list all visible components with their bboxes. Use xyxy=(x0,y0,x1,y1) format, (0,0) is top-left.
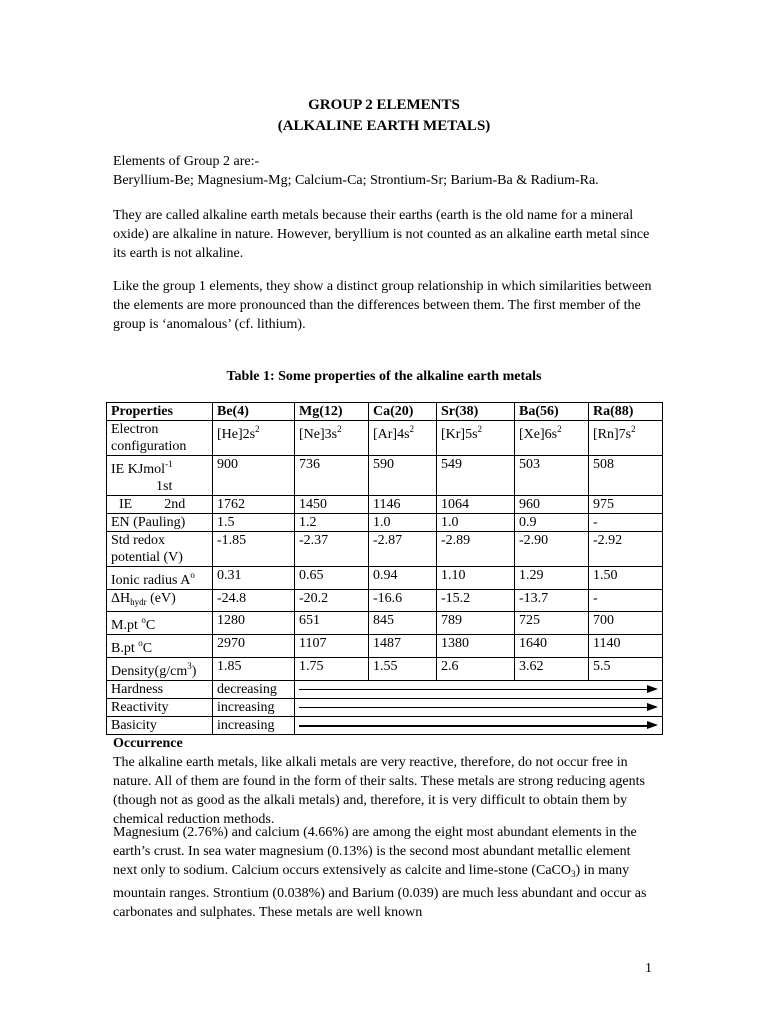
superscript: 2 xyxy=(337,424,342,434)
table-row-hardness xyxy=(107,681,663,699)
table-cell: 1.29 xyxy=(515,567,589,590)
row-label-text: IE xyxy=(119,497,133,512)
row-label-text: (eV) xyxy=(146,591,176,606)
cell-text: [He]2s xyxy=(217,427,256,442)
right-arrow-icon xyxy=(299,699,658,716)
table-cell: 3.62 xyxy=(515,658,589,681)
row-label-text: C xyxy=(145,618,156,633)
superscript: 2 xyxy=(557,424,562,434)
table-cell: 1.0 xyxy=(369,514,437,532)
trend-arrow-cell xyxy=(295,699,663,717)
table-cell: 503 xyxy=(515,456,589,496)
table-row-melting-point xyxy=(107,612,663,635)
cell-text: [Kr]5s xyxy=(441,427,478,442)
table-cell: 590 xyxy=(369,456,437,496)
superscript: o xyxy=(190,570,195,580)
table-cell xyxy=(369,421,437,456)
row-label xyxy=(107,590,213,612)
row-label-line2: potential (V) xyxy=(111,550,183,565)
row-label: Basicity xyxy=(107,717,213,735)
table-cell: 1280 xyxy=(213,612,295,635)
table-cell: 0.9 xyxy=(515,514,589,532)
header-properties: Properties xyxy=(107,403,213,421)
row-label-line1: Electron xyxy=(111,422,159,437)
table-row-basicity xyxy=(107,717,663,735)
row-label-text: B.pt xyxy=(111,641,139,656)
right-arrow-icon xyxy=(299,717,658,734)
table-cell: -2.89 xyxy=(437,532,515,567)
table-row-redox xyxy=(107,532,663,567)
row-label-text: ΔH xyxy=(111,591,131,606)
table-row-hydration xyxy=(107,590,663,612)
row-label xyxy=(107,612,213,635)
superscript: 2 xyxy=(477,424,483,434)
table-cell xyxy=(437,421,515,456)
superscript: 2 xyxy=(255,424,260,434)
row-label-text: IE KJmol xyxy=(111,462,166,477)
section-heading-occurrence: Occurrence xyxy=(113,736,183,751)
table-row-electron-config xyxy=(107,421,663,456)
row-label xyxy=(107,496,213,514)
row-label xyxy=(107,567,213,590)
table-cell: -24.8 xyxy=(213,590,295,612)
table-cell: -2.92 xyxy=(589,532,663,567)
table-cell: 1.0 xyxy=(437,514,515,532)
table-cell: 5.5 xyxy=(589,658,663,681)
superscript: 2 xyxy=(631,424,636,434)
table-cell: 549 xyxy=(437,456,515,496)
table-row-ionic-radius xyxy=(107,567,663,590)
table-cell: 651 xyxy=(295,612,369,635)
table-cell: -20.2 xyxy=(295,590,369,612)
row-label xyxy=(107,456,213,496)
table-cell: 1107 xyxy=(295,635,369,658)
table-cell: 700 xyxy=(589,612,663,635)
row-label: Hardness xyxy=(107,681,213,699)
table-cell: -2.37 xyxy=(295,532,369,567)
table-cell: 1640 xyxy=(515,635,589,658)
header-be: Be(4) xyxy=(213,403,295,421)
table-cell: - xyxy=(589,514,663,532)
doc-title-line1: GROUP 2 ELEMENTS xyxy=(308,97,460,113)
right-arrow-icon xyxy=(299,681,658,698)
row-label-text: C xyxy=(142,641,153,656)
header-ba: Ba(56) xyxy=(515,403,589,421)
paragraph-text: Magnesium (2.76%) and calcium (4.66%) are among the eight most abundant elements in the earth’s crust. In sea water magnesium (0.13%) is the second most abundant metallic element next only to sodium. Calcium occurs extensively as calcite and lime-stone (CaCO xyxy=(113,825,637,878)
header-sr: Sr(38) xyxy=(437,403,515,421)
table-cell: 1487 xyxy=(369,635,437,658)
header-ra: Ra(88) xyxy=(589,403,663,421)
table-row-density xyxy=(107,658,663,681)
row-label-line1: Std redox xyxy=(111,533,166,548)
table-cell: 1146 xyxy=(369,496,437,514)
table-cell: 1450 xyxy=(295,496,369,514)
row-label: Reactivity xyxy=(107,699,213,717)
table-cell: 1380 xyxy=(437,635,515,658)
table-cell: 960 xyxy=(515,496,589,514)
trend-cell: increasing xyxy=(213,699,295,717)
table-cell: 1.85 xyxy=(213,658,295,681)
table-cell: 845 xyxy=(369,612,437,635)
header-ca: Ca(20) xyxy=(369,403,437,421)
row-label-line2: 1st xyxy=(156,479,173,494)
table-cell: -2.87 xyxy=(369,532,437,567)
table-row-ie2 xyxy=(107,496,663,514)
row-label-text: M.pt xyxy=(111,618,142,633)
table-cell xyxy=(589,421,663,456)
trend-arrow-cell xyxy=(295,717,663,735)
doc-title-line2: (ALKALINE EARTH METALS) xyxy=(277,118,491,134)
cell-text: [Ne]3s xyxy=(299,427,338,442)
table-cell: -13.7 xyxy=(515,590,589,612)
table-cell: 900 xyxy=(213,456,295,496)
superscript: -1 xyxy=(165,459,173,469)
table-header-row xyxy=(107,403,663,421)
row-label-text: Density(g/cm xyxy=(111,664,188,679)
paragraph-group-relationship: Like the group 1 elements, they show a distinct group relationship in which similarities between the elements are more pronounced than the differences between them. The first member of the group is ‘anomalous’ (cf. lithium). xyxy=(113,279,652,332)
table-cell: 1.75 xyxy=(295,658,369,681)
row-label xyxy=(107,635,213,658)
table-cell xyxy=(295,421,369,456)
table-cell: 0.94 xyxy=(369,567,437,590)
row-label-text: Ionic radius A xyxy=(111,573,191,588)
table-cell: 0.65 xyxy=(295,567,369,590)
row-label: EN (Pauling) xyxy=(107,514,213,532)
table-cell: 508 xyxy=(589,456,663,496)
row-label-text: ) xyxy=(191,664,197,679)
table-cell: 1762 xyxy=(213,496,295,514)
paragraph-alkaline-earths: They are called alkaline earth metals because their earths (earth is the old name for a mineral oxide) are alkaline in nature. However, beryllium is not counted as an alkaline earth metal since its earth is not alkaline. xyxy=(113,208,650,261)
table-row-ie1 xyxy=(107,456,663,496)
row-label xyxy=(107,532,213,567)
table-cell: 2.6 xyxy=(437,658,515,681)
superscript: 3 xyxy=(187,661,192,671)
cell-text: [Ar]4s xyxy=(373,427,410,442)
header-mg: Mg(12) xyxy=(295,403,369,421)
table-caption: Table 1: Some properties of the alkaline earth metals xyxy=(226,369,542,384)
row-label xyxy=(107,658,213,681)
properties-table xyxy=(106,402,663,735)
table-row-boiling-point xyxy=(107,635,663,658)
trend-cell: increasing xyxy=(213,717,295,735)
superscript: o xyxy=(138,638,143,648)
cell-text: [Xe]6s xyxy=(519,427,558,442)
table-cell xyxy=(515,421,589,456)
table-cell: 1.50 xyxy=(589,567,663,590)
intro-line1: Elements of Group 2 are:- xyxy=(113,154,260,169)
cell-text: [Rn]7s xyxy=(593,427,632,442)
table-cell: -2.90 xyxy=(515,532,589,567)
trend-cell: decreasing xyxy=(213,681,295,699)
table-cell: 2970 xyxy=(213,635,295,658)
row-label-line2: configuration xyxy=(111,439,187,454)
paragraph-text: ) in many mountain ranges. Strontium (0.038%) and Barium (0.039) are much less abundant and occur as carbonates and sulphates. These metals are well known xyxy=(113,863,647,920)
intro-line2: Beryllium-Be; Magnesium-Mg; Calcium-Ca; Strontium-Sr; Barium-Ba & Radium-Ra. xyxy=(113,173,599,188)
table-cell: -16.6 xyxy=(369,590,437,612)
table-cell: 1.55 xyxy=(369,658,437,681)
table-cell: - xyxy=(589,590,663,612)
table-row-en xyxy=(107,514,663,532)
table-cell: 725 xyxy=(515,612,589,635)
paragraph-occurrence-2 xyxy=(113,823,658,922)
table-cell: 1.10 xyxy=(437,567,515,590)
table-cell: 789 xyxy=(437,612,515,635)
superscript: o xyxy=(141,615,146,625)
table-cell: 1.2 xyxy=(295,514,369,532)
table-cell: 975 xyxy=(589,496,663,514)
table-cell: -15.2 xyxy=(437,590,515,612)
subscript: 3 xyxy=(571,869,576,879)
table-row-reactivity xyxy=(107,699,663,717)
table-cell: 1140 xyxy=(589,635,663,658)
subscript: hydr xyxy=(130,597,147,607)
trend-arrow-cell xyxy=(295,681,663,699)
table-cell xyxy=(213,421,295,456)
table-cell: 736 xyxy=(295,456,369,496)
page-number: 1 xyxy=(645,961,652,976)
row-label-text: 2nd xyxy=(164,497,186,512)
row-label xyxy=(107,421,213,456)
superscript: 2 xyxy=(409,424,415,434)
table-cell: -1.85 xyxy=(213,532,295,567)
table-cell: 1.5 xyxy=(213,514,295,532)
table-cell: 1064 xyxy=(437,496,515,514)
paragraph-occurrence-1: The alkaline earth metals, like alkali metals are very reactive, therefore, do not occur free in nature. All of them are found in the form of their salts. These metals are strong reducing agents (though not as good as the alkali metals) and, therefore, it is very difficult to obtain them by chemical reduction methods. xyxy=(113,755,645,827)
table-cell: 0.31 xyxy=(213,567,295,590)
